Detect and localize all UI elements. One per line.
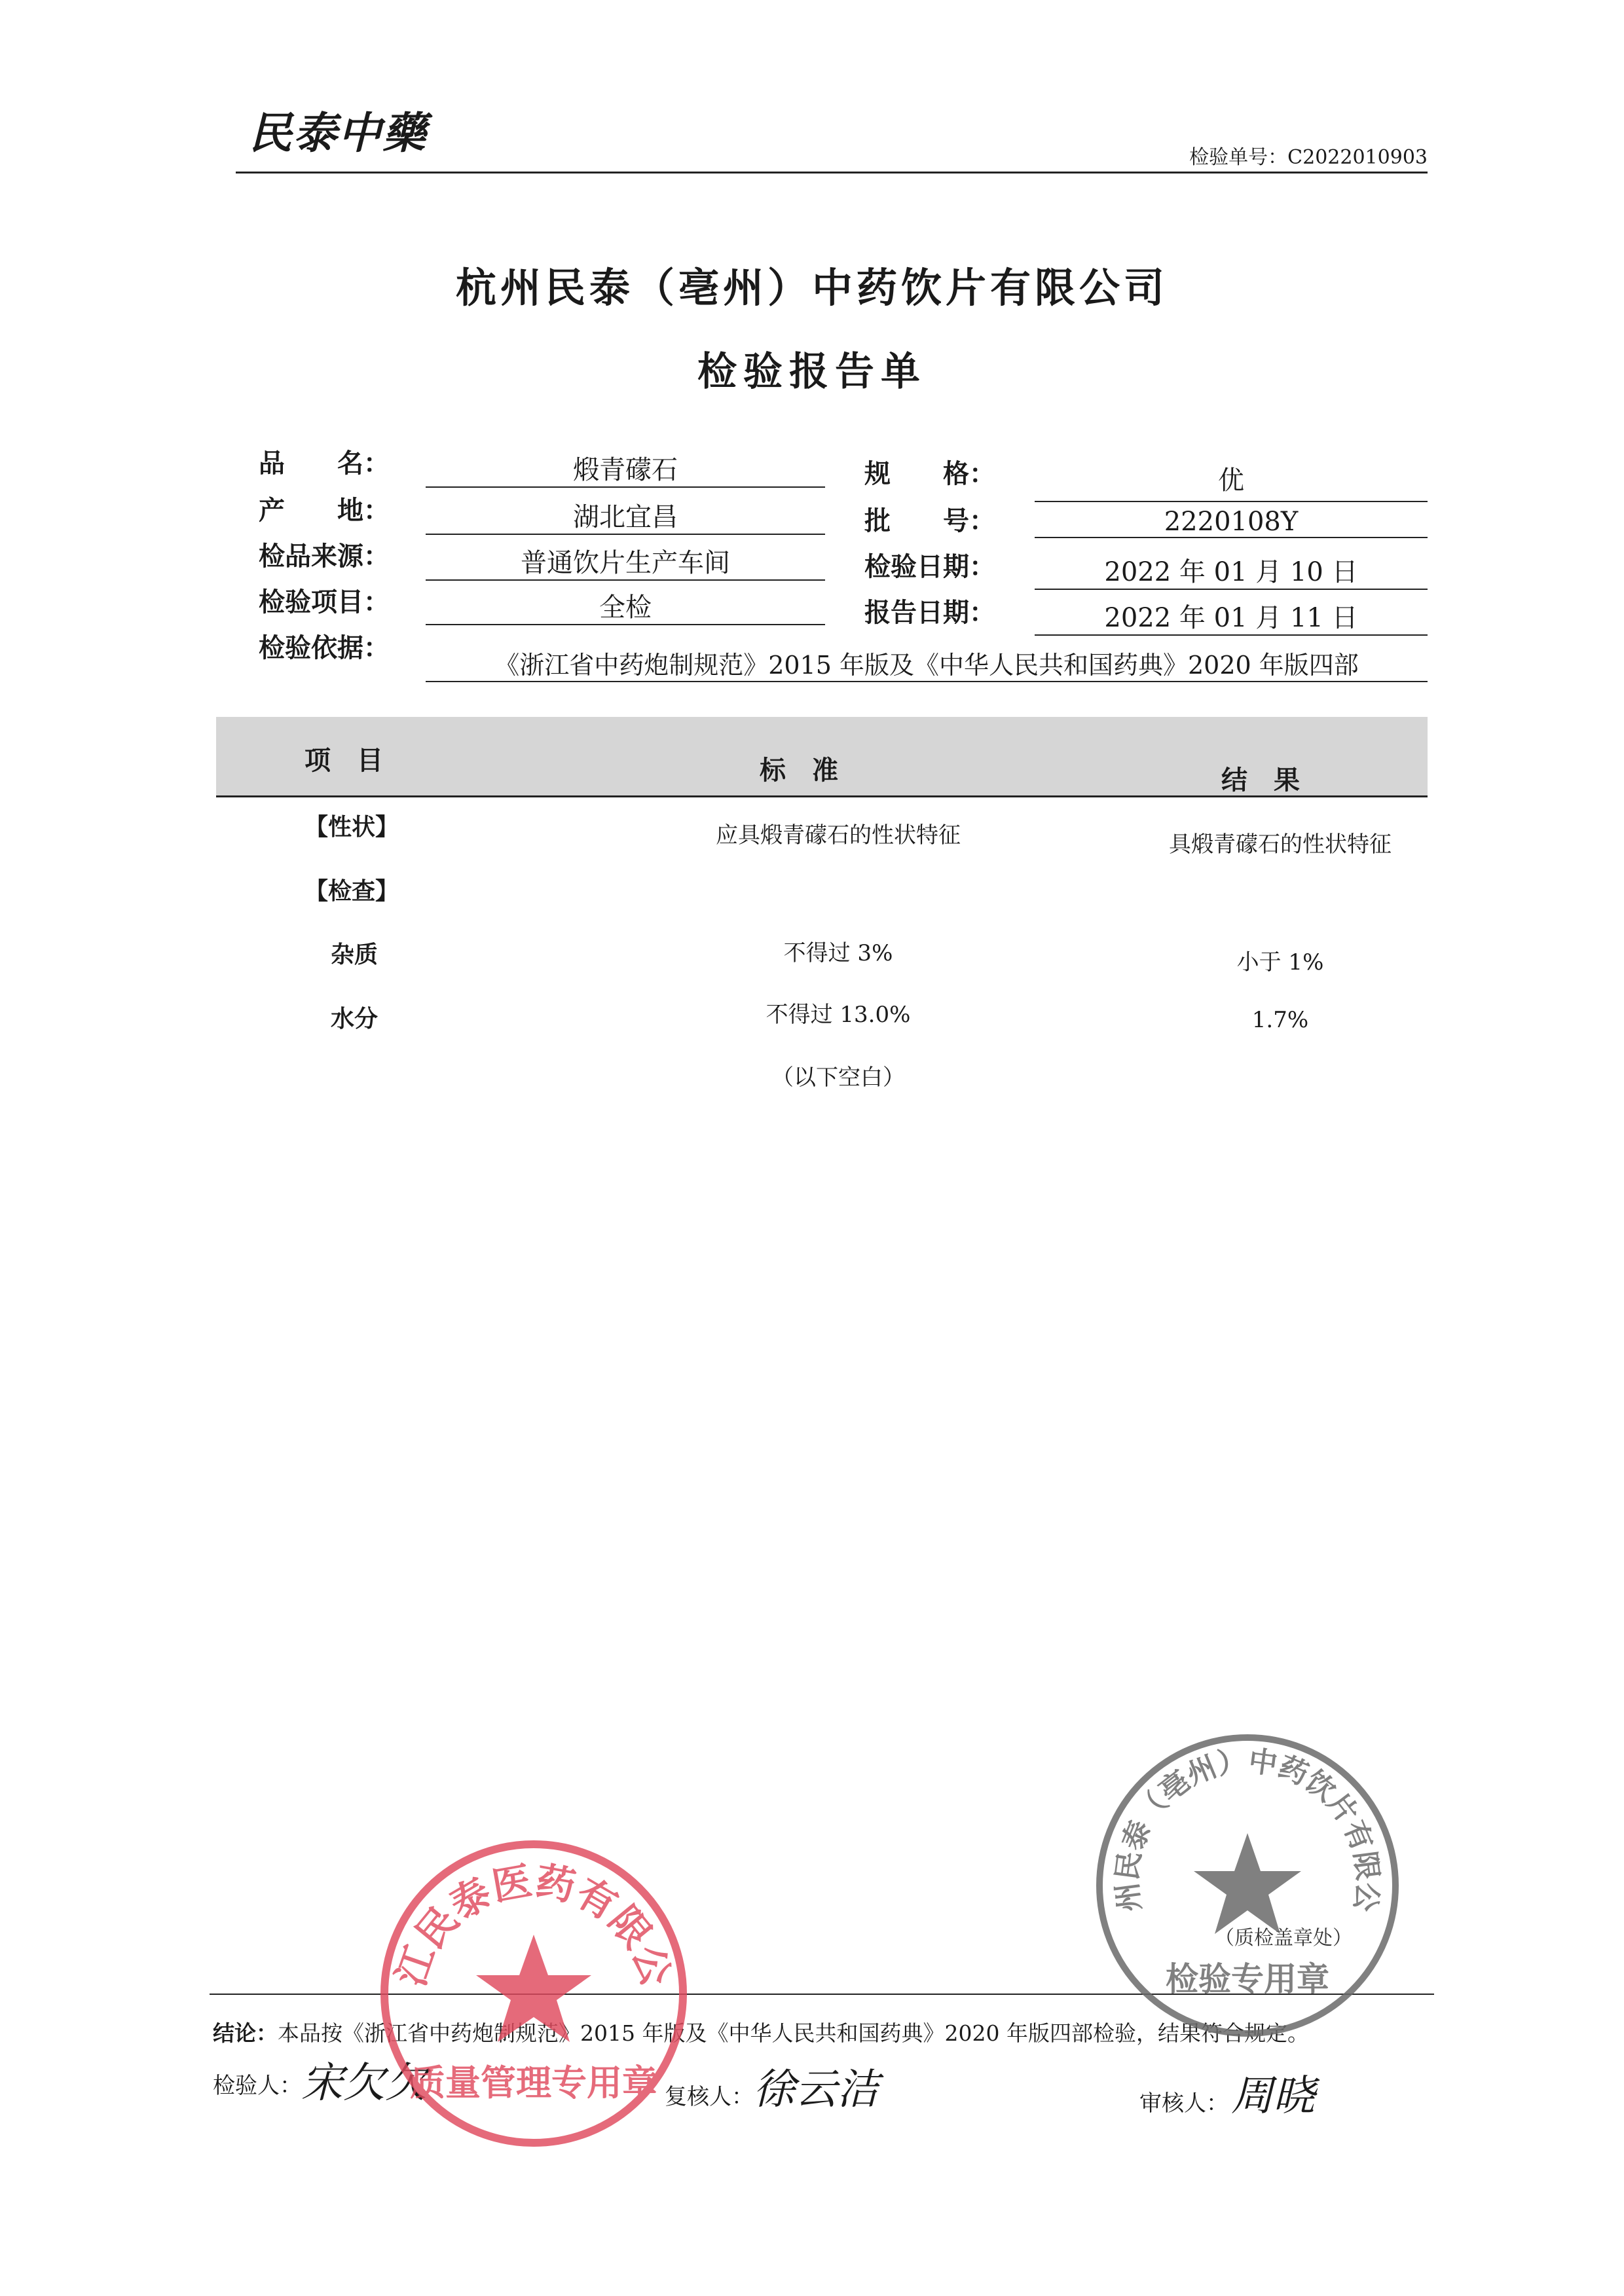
seal-placement-note: （质检盖章处） bbox=[1215, 1927, 1352, 1950]
origin-value: 湖北宜昌 bbox=[426, 496, 825, 535]
company-logo: 民泰中藥 bbox=[249, 108, 427, 158]
col-standard-header: 标准 bbox=[760, 756, 864, 786]
moisture-result: 1.7% bbox=[1251, 1007, 1309, 1033]
item-value: 全检 bbox=[426, 587, 825, 625]
report-date-label: 报告日期： bbox=[864, 598, 995, 628]
company-name: 杭州民泰（亳州）中药饮片有限公司 bbox=[455, 264, 1168, 312]
properties-label: 【性状】 bbox=[304, 814, 399, 841]
report-date-value: 2022 年 01 月 11 日 bbox=[1035, 597, 1428, 636]
svg-text:杭州民泰（亳州）中药饮片有限公司: 州民泰（亳州）中药饮片有限公 bbox=[1110, 1744, 1385, 1914]
moisture-standard: 不得过 13.0% bbox=[766, 1002, 911, 1028]
test-date-label: 检验日期： bbox=[864, 552, 995, 582]
source-value: 普通饮片生产车间 bbox=[426, 542, 825, 581]
inspector-signature: 宋欠欠 bbox=[301, 2059, 427, 2107]
impurity-standard: 不得过 3% bbox=[783, 940, 893, 966]
item-label: 检验项目： bbox=[259, 587, 390, 617]
test-date-value: 2022 年 01 月 10 日 bbox=[1035, 551, 1428, 590]
approver-label: 审核人： bbox=[1139, 2090, 1228, 2117]
svg-text:质量管理专用章: 质量管理专用章 bbox=[410, 2062, 657, 2104]
origin-label: 产 地： bbox=[259, 496, 390, 526]
document-title: 检验报告单 bbox=[697, 349, 927, 395]
check-label: 【检查】 bbox=[304, 878, 399, 905]
impurity-label: 杂质 bbox=[331, 941, 378, 968]
batch-value: 2220108Y bbox=[1035, 507, 1428, 538]
product-name-label: 品 名： bbox=[259, 448, 390, 479]
source-label: 检品来源： bbox=[259, 541, 390, 572]
basis-value: 《浙江省中药炮制规范》2015 年版及《中华人民共和国药典》2020 年版四部 bbox=[426, 645, 1428, 682]
report-number-value: C2022010903 bbox=[1287, 146, 1428, 169]
conclusion-text: 本品按《浙江省中药炮制规范》2015 年版及《中华人民共和国药典》2020 年版四部检验，结果符合规定。 bbox=[278, 2020, 1309, 2046]
inspection-seal-stamp bbox=[1090, 1728, 1405, 2043]
inspection-seal-graphic bbox=[1090, 1728, 1405, 2043]
inspector-label: 检验人： bbox=[213, 2073, 302, 2099]
quality-seal-graphic bbox=[377, 1836, 691, 2151]
col-item-header: 项目 bbox=[304, 746, 409, 776]
blank-note: （以下空白） bbox=[771, 1065, 905, 1091]
properties-result: 具煅青礞石的性状特征 bbox=[1169, 831, 1392, 858]
properties-standard: 应具煅青礞石的性状特征 bbox=[716, 822, 961, 848]
reviewer-signature: 徐云洁 bbox=[753, 2066, 879, 2114]
approver-signature: 周晓 bbox=[1231, 2072, 1315, 2121]
moisture-label: 水分 bbox=[331, 1006, 378, 1032]
spec-value: 优 bbox=[1035, 460, 1428, 502]
header-rule bbox=[236, 172, 1428, 173]
basis-label: 检验依据： bbox=[259, 633, 390, 663]
svg-text:浙江民泰医药有限公司: 江民泰医药有限公 bbox=[388, 1858, 680, 1992]
svg-text:检验专用章: 检验专用章 bbox=[1166, 1960, 1329, 1998]
report-number-label: 检验单号： bbox=[1189, 146, 1288, 169]
report-number bbox=[1189, 141, 1428, 170]
spec-label: 规 格： bbox=[864, 459, 995, 489]
reviewer-label: 复核人： bbox=[665, 2084, 754, 2110]
batch-label: 批 号： bbox=[864, 506, 995, 536]
quality-seal-stamp bbox=[377, 1836, 691, 2151]
impurity-result: 小于 1% bbox=[1236, 949, 1324, 975]
col-result-header: 结果 bbox=[1221, 765, 1326, 795]
conclusion-label: 结论： bbox=[213, 2020, 278, 2046]
product-name-value: 煅青礞石 bbox=[426, 449, 825, 488]
